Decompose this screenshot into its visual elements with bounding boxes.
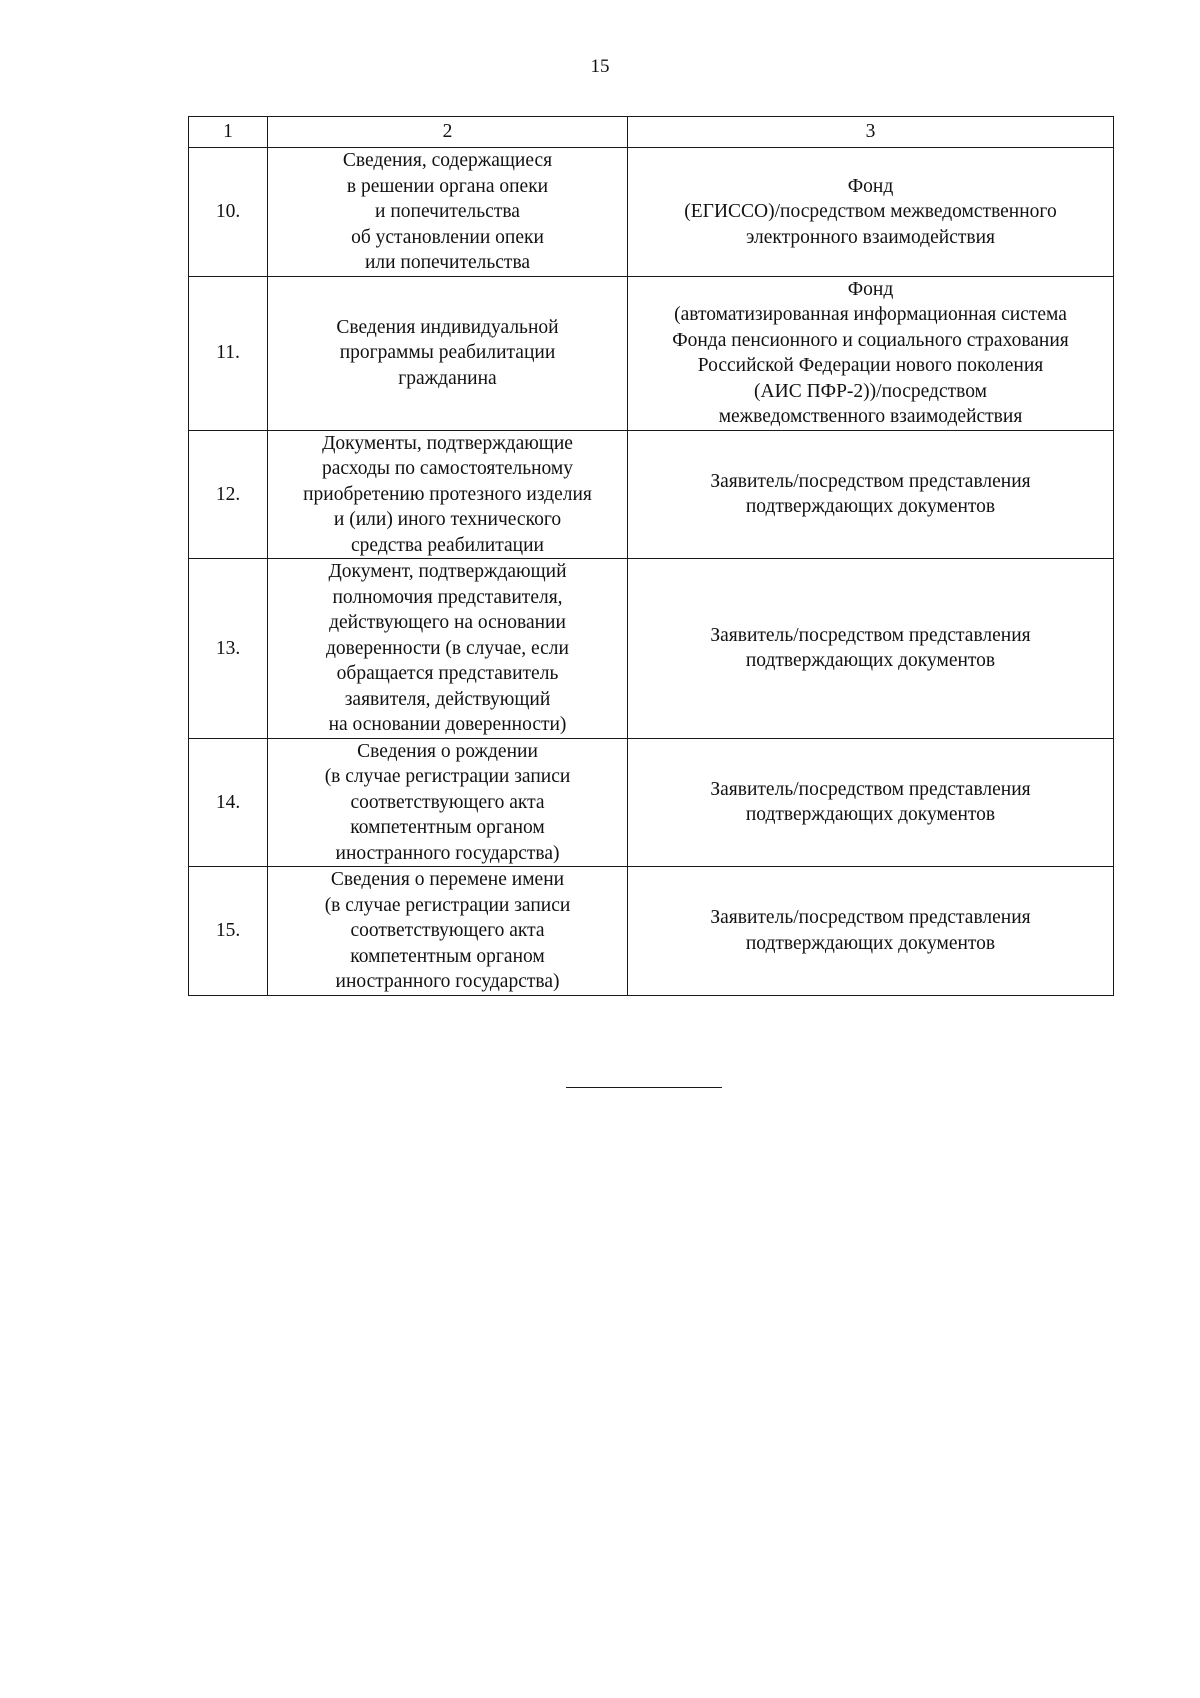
row-number: 13.: [189, 559, 268, 739]
page-number: 15: [590, 56, 610, 77]
info-line: Документы, подтверждающие: [322, 432, 573, 454]
services-table: [188, 116, 1114, 996]
info-line: или попечительства: [364, 252, 531, 273]
table-header-row: [189, 117, 1114, 148]
source-line: межведомственного взаимодействия: [718, 406, 1023, 427]
info-line: об установлении опеки: [351, 226, 544, 248]
info-line: (в случае регистрации записи: [324, 766, 571, 787]
source-cell: [628, 276, 1114, 430]
source-cell: [628, 867, 1114, 996]
info-line: (в случае регистрации записи: [324, 894, 571, 916]
info-line: действующего на основании: [329, 612, 566, 633]
source-line: Заявитель/посредством представления: [710, 624, 1031, 646]
info-line: в решении органа опеки: [346, 175, 549, 197]
row-number: 11.: [189, 276, 268, 430]
source-line: (АИС ПФР-2))/посредством: [754, 380, 987, 402]
table-row: [189, 430, 1114, 559]
source-line: Заявитель/посредством представления: [710, 470, 1031, 492]
info-line: обращается представитель: [336, 663, 559, 684]
source-line: Заявитель/посредством представления: [710, 907, 1031, 929]
info-line: и попечительства: [375, 201, 520, 222]
info-cell: [268, 867, 628, 996]
source-line: подтверждающих документов: [745, 650, 996, 672]
info-line: доверенности (в случае, если: [326, 637, 569, 659]
source-line: Российской Федерации нового поколения: [697, 355, 1044, 376]
info-line: иностранного государства): [335, 842, 560, 864]
info-line: иностранного государства): [335, 971, 560, 992]
table-row: [189, 148, 1114, 277]
info-line: гражданина: [398, 367, 497, 389]
header-cell-2: 2: [268, 117, 628, 148]
source-cell: [628, 738, 1114, 867]
info-line: на основании доверенности): [328, 714, 567, 735]
source-line: Заявитель/посредством представления: [710, 778, 1031, 800]
info-cell: [268, 559, 628, 739]
source-cell: [628, 430, 1114, 559]
info-line: компетентным органом: [350, 817, 545, 838]
source-line: электронного взаимодействия: [746, 226, 995, 248]
end-rule-divider: [566, 1087, 722, 1088]
info-line: соответствующего акта: [350, 920, 545, 941]
info-cell: [268, 148, 628, 277]
info-cell: [268, 430, 628, 559]
table-row: [189, 738, 1114, 867]
info-line: Документ, подтверждающий: [328, 561, 567, 582]
info-line: компетентным органом: [350, 945, 545, 967]
info-line: полномочия представителя,: [332, 586, 563, 608]
info-line: Сведения, содержащиеся: [342, 150, 553, 171]
info-line: Сведения о рождении: [357, 740, 538, 762]
info-line: заявителя, действующий: [344, 688, 551, 710]
source-cell: [628, 148, 1114, 277]
table-row: [189, 559, 1114, 739]
table-body: [189, 148, 1114, 996]
info-line: расходы по самостоятельному: [321, 458, 574, 479]
info-line: Сведения индивидуальной: [336, 316, 559, 338]
row-number: 10.: [189, 148, 268, 277]
source-line: Фонд: [847, 278, 894, 300]
info-line: соответствующего акта: [350, 791, 545, 813]
source-line: Фонда пенсионного и социального страхования: [672, 329, 1069, 351]
source-line: подтверждающих документов: [745, 496, 996, 518]
table-row: [189, 867, 1114, 996]
source-cell: [628, 559, 1114, 739]
info-cell: [268, 276, 628, 430]
row-number: 12.: [189, 430, 268, 559]
info-line: программы реабилитации: [339, 342, 556, 364]
source-line: (ЕГИССО)/посредством межведомственного: [684, 201, 1057, 222]
info-line: Сведения о перемене имени: [330, 869, 565, 890]
source-line: (автоматизированная информационная система: [674, 304, 1067, 325]
info-line: и (или) иного технического: [333, 509, 562, 530]
row-number: 15.: [189, 867, 268, 996]
source-line: подтверждающих документов: [745, 932, 996, 954]
table-row: [189, 276, 1114, 430]
info-line: средства реабилитации: [351, 534, 544, 556]
source-line: подтверждающих документов: [745, 804, 996, 826]
source-line: Фонд: [847, 175, 894, 197]
row-number: 14.: [189, 738, 268, 867]
info-line: приобретению протезного изделия: [303, 483, 592, 505]
info-cell: [268, 738, 628, 867]
header-cell-1: 1: [189, 117, 268, 148]
header-cell-3: 3: [628, 117, 1114, 148]
